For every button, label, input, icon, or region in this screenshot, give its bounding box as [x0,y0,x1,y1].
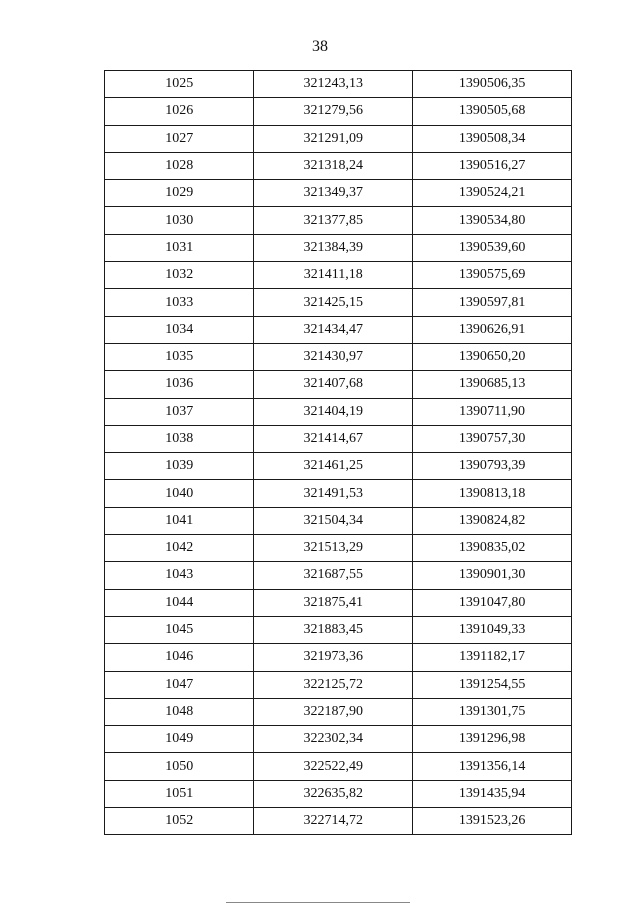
table-row [105,453,572,480]
y-coordinate-cell: 1391301,75 [413,698,572,725]
x-coordinate-cell: 321384,39 [254,234,413,261]
table-row [105,289,572,316]
x-coordinate-cell: 322714,72 [254,808,413,835]
y-coordinate-cell: 1390685,13 [413,371,572,398]
y-coordinate-cell: 1390506,35 [413,71,572,98]
y-coordinate-cell: 1390711,90 [413,398,572,425]
point-number-cell: 1031 [105,234,254,261]
x-coordinate-cell: 321243,13 [254,71,413,98]
x-coordinate-cell: 321513,29 [254,535,413,562]
x-coordinate-cell: 321491,53 [254,480,413,507]
table-row [105,207,572,234]
y-coordinate-cell: 1390597,81 [413,289,572,316]
point-number-cell: 1029 [105,180,254,207]
x-coordinate-cell: 322635,82 [254,780,413,807]
x-coordinate-cell: 322302,34 [254,726,413,753]
point-number-cell: 1051 [105,780,254,807]
point-number-cell: 1043 [105,562,254,589]
point-number-cell: 1039 [105,453,254,480]
point-number-cell: 1052 [105,808,254,835]
point-number-cell: 1034 [105,316,254,343]
x-coordinate-cell: 321411,18 [254,262,413,289]
coordinates-table [104,70,572,835]
point-number-cell: 1036 [105,371,254,398]
point-number-cell: 1035 [105,343,254,370]
table-row [105,698,572,725]
y-coordinate-cell: 1391049,33 [413,616,572,643]
point-number-cell: 1033 [105,289,254,316]
x-coordinate-cell: 321434,47 [254,316,413,343]
x-coordinate-cell: 321414,67 [254,425,413,452]
table-row [105,316,572,343]
table-row [105,398,572,425]
y-coordinate-cell: 1390813,18 [413,480,572,507]
y-coordinate-cell: 1390901,30 [413,562,572,589]
point-number-cell: 1028 [105,152,254,179]
x-coordinate-cell: 321425,15 [254,289,413,316]
y-coordinate-cell: 1390650,20 [413,343,572,370]
x-coordinate-cell: 321883,45 [254,616,413,643]
point-number-cell: 1032 [105,262,254,289]
x-coordinate-cell: 321291,09 [254,125,413,152]
x-coordinate-cell: 321377,85 [254,207,413,234]
x-coordinate-cell: 321687,55 [254,562,413,589]
table-row [105,71,572,98]
table-row [105,780,572,807]
y-coordinate-cell: 1391047,80 [413,589,572,616]
point-number-cell: 1041 [105,507,254,534]
y-coordinate-cell: 1390824,82 [413,507,572,534]
y-coordinate-cell: 1390575,69 [413,262,572,289]
table-row [105,180,572,207]
x-coordinate-cell: 322125,72 [254,671,413,698]
y-coordinate-cell: 1391296,98 [413,726,572,753]
table-row [105,371,572,398]
table-row [105,726,572,753]
x-coordinate-cell: 321875,41 [254,589,413,616]
y-coordinate-cell: 1391523,26 [413,808,572,835]
point-number-cell: 1027 [105,125,254,152]
x-coordinate-cell: 321349,37 [254,180,413,207]
point-number-cell: 1046 [105,644,254,671]
table-row [105,808,572,835]
x-coordinate-cell: 321430,97 [254,343,413,370]
x-coordinate-cell: 321461,25 [254,453,413,480]
point-number-cell: 1044 [105,589,254,616]
y-coordinate-cell: 1391254,55 [413,671,572,698]
table-row [105,152,572,179]
y-coordinate-cell: 1390508,34 [413,125,572,152]
point-number-cell: 1026 [105,98,254,125]
point-number-cell: 1038 [105,425,254,452]
y-coordinate-cell: 1390539,60 [413,234,572,261]
page-bottom-line [226,902,410,903]
table-row [105,98,572,125]
point-number-cell: 1042 [105,535,254,562]
y-coordinate-cell: 1390505,68 [413,98,572,125]
table-row [105,234,572,261]
y-coordinate-cell: 1390524,21 [413,180,572,207]
x-coordinate-cell: 321404,19 [254,398,413,425]
table-row [105,535,572,562]
y-coordinate-cell: 1390516,27 [413,152,572,179]
point-number-cell: 1049 [105,726,254,753]
x-coordinate-cell: 321318,24 [254,152,413,179]
table-row [105,425,572,452]
table-row [105,753,572,780]
x-coordinate-cell: 321407,68 [254,371,413,398]
coordinates-table-body [105,71,572,835]
y-coordinate-cell: 1390793,39 [413,453,572,480]
y-coordinate-cell: 1391435,94 [413,780,572,807]
point-number-cell: 1025 [105,71,254,98]
y-coordinate-cell: 1390835,02 [413,535,572,562]
point-number-cell: 1040 [105,480,254,507]
table-row [105,562,572,589]
point-number-cell: 1037 [105,398,254,425]
x-coordinate-cell: 321973,36 [254,644,413,671]
page-number: 38 [312,38,328,55]
table-row [105,343,572,370]
y-coordinate-cell: 1391182,17 [413,644,572,671]
y-coordinate-cell: 1390534,80 [413,207,572,234]
x-coordinate-cell: 321504,34 [254,507,413,534]
point-number-cell: 1045 [105,616,254,643]
y-coordinate-cell: 1390626,91 [413,316,572,343]
y-coordinate-cell: 1390757,30 [413,425,572,452]
table-row [105,480,572,507]
table-row [105,507,572,534]
point-number-cell: 1050 [105,753,254,780]
point-number-cell: 1030 [105,207,254,234]
table-row [105,644,572,671]
point-number-cell: 1048 [105,698,254,725]
table-row [105,589,572,616]
point-number-cell: 1047 [105,671,254,698]
table-row [105,125,572,152]
table-row [105,671,572,698]
table-row [105,616,572,643]
table-row [105,262,572,289]
x-coordinate-cell: 322522,49 [254,753,413,780]
y-coordinate-cell: 1391356,14 [413,753,572,780]
x-coordinate-cell: 321279,56 [254,98,413,125]
x-coordinate-cell: 322187,90 [254,698,413,725]
